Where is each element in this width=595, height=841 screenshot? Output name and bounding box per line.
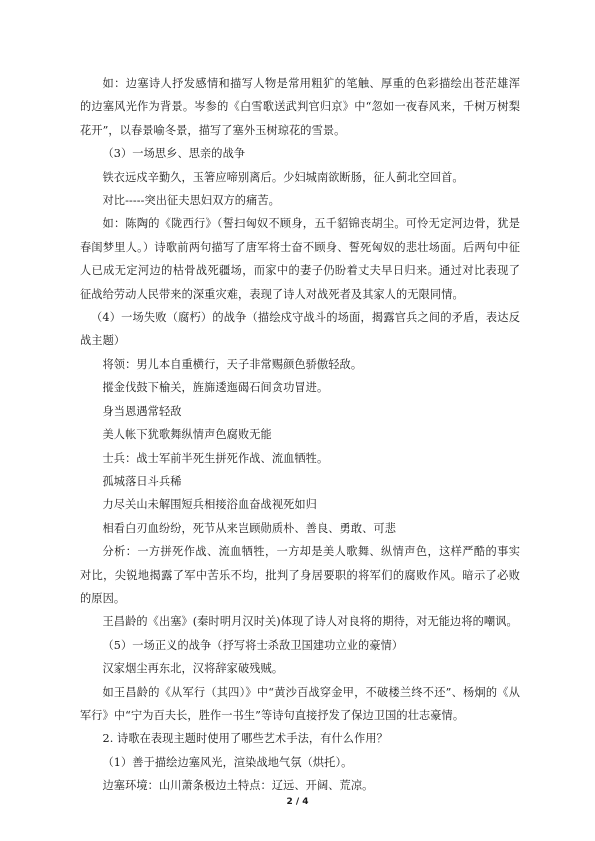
page-number: 2 / 4 xyxy=(286,797,309,807)
paragraph: （1）善于描绘边塞风光，渲染战地气氛（烘托）。 xyxy=(102,755,353,769)
paragraph: 美人帐下犹歌舞纵情声色腐败无能 xyxy=(102,428,272,442)
paragraph: 摐金伐鼓下榆关，旌旆逶迤碣石间贪功冒进。 xyxy=(102,381,329,395)
paragraph: 分析：一方拼死作战、流血牺牲，一方却是美人歌舞、纵情声色，这样严酷的事实对比，尖锐地揭露了军中苦乐不均，批判了身居要职的将军们的腐败作风。暗示了必败的原因。 xyxy=(80,545,520,605)
paragraph: （5）一场正义的战争（抒写将士杀敌卫国建功立业的豪情） xyxy=(102,638,404,652)
document-body xyxy=(80,72,520,798)
paragraph: 士兵：战士军前半死生拼死作战、流血牺牲。 xyxy=(102,451,329,465)
paragraph: 铁衣远戍辛勤久，玉箸应啼别离后。少妇城南欲断肠，征人蓟北空回首。 xyxy=(102,170,464,184)
paragraph: 如：陈陶的《陇西行》（誓扫匈奴不顾身，五千貂锦丧胡尘。可怜无定河边骨，犹是春闺梦里人。）诗歌前两句描写了唐军将士奋不顾身、誓死匈奴的悲壮场面。后两句中征人已成无定河边的枯骨战死疆场，而家中的妻子仍盼着丈夫早日归来。通过对比表现了征战给劳动人民带来的深重灾难，表现了诗人对战死者及其家人的无限同情。 xyxy=(80,217,520,301)
paragraph: 相看白刃血纷纷，死节从来岂顾勋质朴、善良、勇敢、可悲 xyxy=(102,521,396,535)
paragraph: 2. 诗歌在表现主题时使用了哪些艺术手法，有什么作用？ xyxy=(102,732,388,746)
paragraph: 如王昌龄的《从军行（其四）》中“黄沙百战穿金甲，不破楼兰终不还”、杨炯的《从军行》中“宁为百夫长，胜作一书生”等诗句直接抒发了保边卫国的壮志豪情。 xyxy=(80,685,520,722)
paragraph: 如：边塞诗人抒发感情和描写人物是常用粗犷的笔触、厚重的色彩描绘出苍茫雄浑的边塞风光作为背景。岑参的《白雪歌送武判官归京》中“忽如一夜春风来，千树万树梨花开”，以春景喻冬景，描写了塞外玉树琼花的雪景。 xyxy=(80,77,520,137)
paragraph: 身当恩遇常轻敌 xyxy=(102,404,182,418)
paragraph: 力尽关山未解围短兵相接浴血奋战视死如归 xyxy=(102,498,317,512)
paragraph: （4）一场失败（腐朽）的战争（描绘戍守战斗的场面，揭露官兵之间的矛盾，表达反战主题） xyxy=(80,311,520,348)
paragraph: 边塞环境：山川萧条极边土特点：辽远、开阔、荒凉。 xyxy=(102,779,374,793)
paragraph: 将领：男儿本自重横行，天子非常赐颜色骄傲轻敌。 xyxy=(102,357,363,371)
paragraph: 王昌龄的《出塞》(秦时明月汉时关)体现了诗人对良将的期待，对无能边将的嘲讽。 xyxy=(102,615,518,629)
paragraph: 孤城落日斗兵稀 xyxy=(102,474,182,488)
paragraph: 对比-----突出征夫思妇双方的痛苦。 xyxy=(102,194,280,208)
paragraph: （3）一场思乡、思亲的战争 xyxy=(102,147,246,161)
paragraph: 汉家烟尘再东北，汉将辞家破残贼。 xyxy=(102,662,284,676)
